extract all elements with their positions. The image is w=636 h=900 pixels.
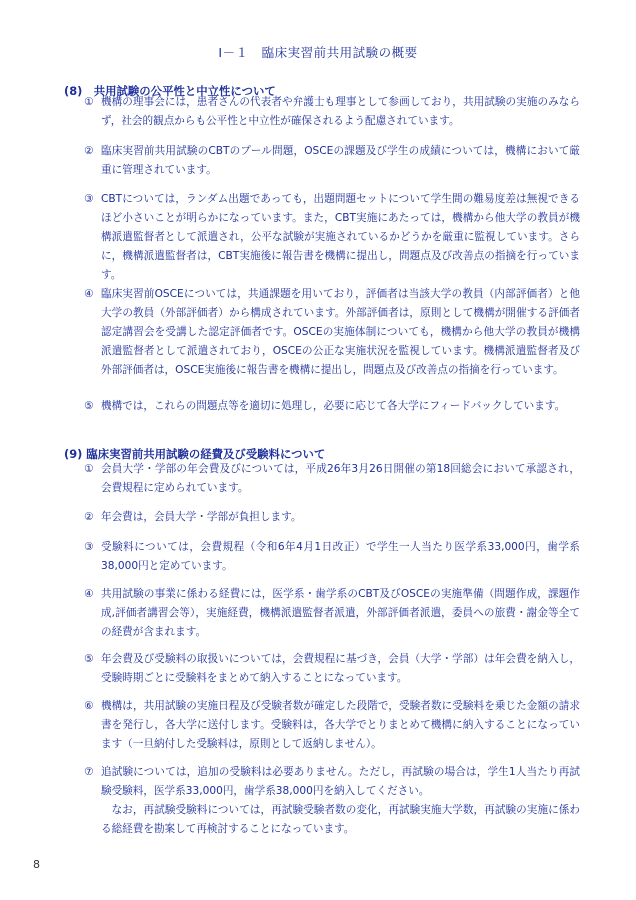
item-text: 受験料については，会費規程（令和6年4月1日改正）で学生一人当たり医学系33,000円，歯学系38,000円と定めています。 — [101, 541, 580, 572]
section-9-item-6 — [84, 697, 580, 754]
section-8-item-5 — [84, 397, 580, 416]
item-text: 機構では，これらの問題点等を適切に処理し，必要に応じて各大学にフィードバックしています。 — [101, 400, 566, 412]
item-number: ② — [84, 511, 94, 523]
section-9-item-3 — [84, 538, 580, 576]
item-number: ① — [84, 96, 94, 108]
item-number: ② — [84, 145, 94, 157]
page-title: Ⅰ－１ 臨床実習前共用試験の概要 — [218, 45, 418, 60]
section-9-item-7 — [84, 763, 580, 839]
section-8-heading: (8) 共用試験の公平性と中立性について — [64, 84, 276, 98]
item-number: ③ — [84, 193, 94, 205]
section-8-item-1 — [84, 93, 580, 131]
section-8-item-4 — [84, 285, 580, 380]
item-text: 年会費は，会員大学・学部が負担します。 — [101, 511, 302, 523]
section-9-heading: (9) 臨床実習前共用試験の経費及び受験料について — [64, 447, 326, 461]
item-number: ⑦ — [84, 766, 94, 778]
section-9-item-2 — [84, 508, 580, 527]
item-text: 年会費及び受験料の取扱いについては，会費規程に基づき，会員（大学・学部）は年会費を納入し，受験時期ごとに受験料をまとめて納入することになっています。 — [101, 653, 580, 684]
item-text: 機構は，共用試験の実施日程及び受験者数が確定した段階で，受験者数に受験料を乗じた金額の請求書を発行し，各大学に送付します。受験料は，各大学でとりまとめて機構に納入することになっています（一旦納付した受験料は，原則として返納しません）。 — [101, 700, 580, 750]
item-number: ④ — [84, 288, 94, 300]
item-number: ⑥ — [84, 700, 94, 712]
item-text: 臨床実習前OSCEについては，共通課題を用いており，評価者は当該大学の教員（内部評価者）と他大学の教員（外部評価者）から構成されています。外部評価者は，原則として機構が開催する評価者認定講習会を受講した認定評価者です。OSCEの実施体制についても，機構から他大学の教員が機構派遣監督者として派遣されており，OSCEの公正な実施状況を監視しています。機構派遣監督者及び外部評価者は，OSCE実施後に報告書を機構に提出し，問題点及び改善点の指摘を行っています。 — [101, 288, 580, 376]
item-number: ③ — [84, 541, 94, 553]
item-number: ⑤ — [84, 400, 94, 412]
item-text: 会員大学・学部の年会費及びについては，平成26年3月26日開催の第18回総会において承認され，会費規程に定められています。 — [101, 463, 580, 494]
item-number: ④ — [84, 588, 94, 600]
item-text-note: なお，再試験受験料については，再試験受験者数の変化，再試験実施大学数，再試験の実施に係わる総経費を勘案して再検討することになっています。 — [101, 804, 580, 835]
item-number: ① — [84, 463, 94, 475]
section-9-item-5 — [84, 650, 580, 688]
section-9-item-4 — [84, 585, 580, 642]
item-text: 追試験については，追加の受験料は必要ありません。ただし，再試験の場合は，学生1人当たり再試験受験料，医学系33,000円，歯学系38,000円を納入してください。 — [101, 766, 580, 797]
item-number: ⑤ — [84, 653, 94, 665]
item-text: 機構の理事会には，患者さんの代表者や弁護士も理事として参画しており，共用試験の実施のみならず，社会的観点からも公平性と中立性が確保されるよう配慮されています。 — [101, 96, 580, 127]
item-text: 臨床実習前共用試験のCBTのプール問題，OSCEの課題及び学生の成績については，機構において厳重に管理されています。 — [101, 145, 580, 176]
section-8-item-2 — [84, 142, 580, 180]
section-9-item-1 — [84, 460, 580, 498]
item-text: CBTについては，ランダム出題であっても，出題問題セットについて学生間の難易度差は無視できるほど小さいことが明らかになっています。また，CBT実施にあたっては，機構から他大学の教員が機構派遣監督者として派遣され，公平な試験が実施されているかどうかを厳重に監視しています。さらに，機構派遣監督者は，CBT実施後に報告書を機構に提出し，問題点及び改善点の指摘を行っています。 — [101, 193, 580, 281]
page-number: 8 — [33, 858, 40, 871]
section-8-item-3 — [84, 190, 580, 285]
item-text: 共用試験の事業に係わる経費には，医学系・歯学系のCBT及びOSCEの実施準備（問題作成，課題作成,評価者講習会等），実施経費，機構派遣監督者派遣，外部評価者派遣，委員への旅費・謝金等全ての経費が含まれます。 — [101, 588, 580, 638]
